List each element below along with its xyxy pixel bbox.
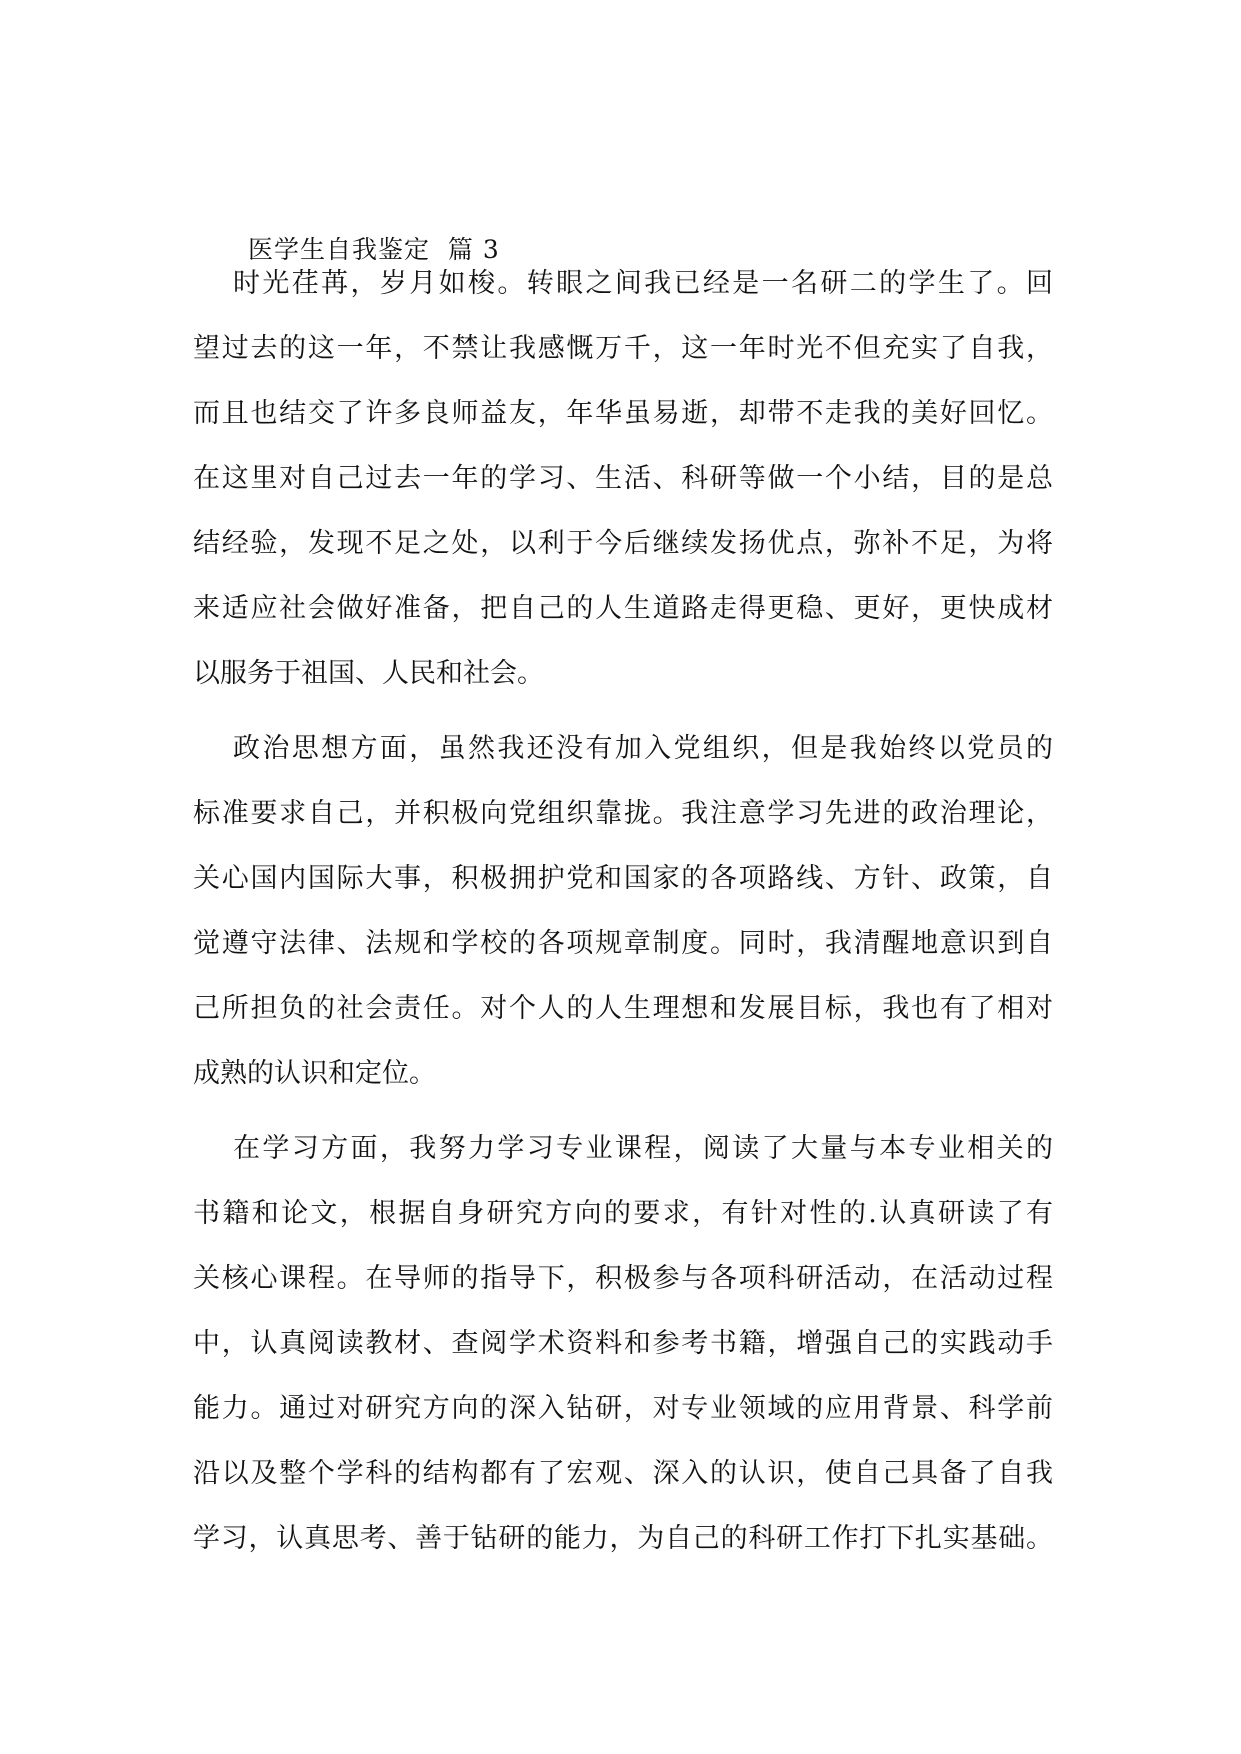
paragraph-2-line-1: 政治思想方面，虽然我还没有加入党组织，但是我始终以党员的 xyxy=(233,733,1053,764)
paragraph-2-line-5: 己所担负的社会责任。对个人的人生理想和发展目标，我也有了相对 xyxy=(193,993,1053,1024)
paragraph-3-line-6: 沿以及整个学科的结构都有了宏观、深入的认识，使自己具备了自我 xyxy=(193,1458,1053,1489)
paragraph-3-line-7: 学习，认真思考、善于钻研的能力，为自己的科研工作打下扎实基础。 xyxy=(193,1523,1053,1554)
paragraph-3-line-4: 中，认真阅读教材、查阅学术资料和参考书籍，增强自己的实践动手 xyxy=(193,1328,1053,1359)
paragraph-1-line-1: 时光荏苒，岁月如梭。转眼之间我已经是一名研二的学生了。回 xyxy=(233,268,1053,299)
paragraph-1-line-3: 而且也结交了许多良师益友，年华虽易逝，却带不走我的美好回忆。 xyxy=(193,398,1053,429)
paragraph-2-line-4: 觉遵守法律、法规和学校的各项规章制度。同时，我清醒地意识到自 xyxy=(193,928,1053,959)
paragraph-3-line-2: 书籍和论文，根据自身研究方向的要求，有针对性的.认真研读了有 xyxy=(193,1198,1053,1229)
paragraph-1-line-6: 来适应社会做好准备，把自己的人生道路走得更稳、更好，更快成材 xyxy=(193,593,1053,624)
paragraph-2-line-6: 成熟的认识和定位。 xyxy=(193,1058,436,1089)
paragraph-3-line-5: 能力。通过对研究方向的深入钻研，对专业领域的应用背景、科学前 xyxy=(193,1393,1053,1424)
paragraph-3-line-1: 在学习方面，我努力学习专业课程，阅读了大量与本专业相关的 xyxy=(233,1133,1053,1164)
paragraph-3-line-3: 关核心课程。在导师的指导下，积极参与各项科研活动，在活动过程 xyxy=(193,1263,1053,1294)
paragraph-1-line-7: 以服务于祖国、人民和社会。 xyxy=(193,658,544,689)
paragraph-2-line-3: 关心国内国际大事，积极拥护党和国家的各项路线、方针、政策，自 xyxy=(193,863,1053,894)
paragraph-1-line-4: 在这里对自己过去一年的学习、生活、科研等做一个小结，目的是总 xyxy=(193,463,1053,494)
paragraph-1-line-2: 望过去的这一年，不禁让我感慨万千，这一年时光不但充实了自我， xyxy=(193,333,1053,364)
paragraph-2-line-2: 标准要求自己，并积极向党组织靠拢。我注意学习先进的政治理论， xyxy=(193,798,1053,829)
document-title: 医学生自我鉴定 篇 3 xyxy=(248,235,500,264)
paragraph-1-line-5: 结经验，发现不足之处，以利于今后继续发扬优点，弥补不足，为将 xyxy=(193,528,1053,559)
